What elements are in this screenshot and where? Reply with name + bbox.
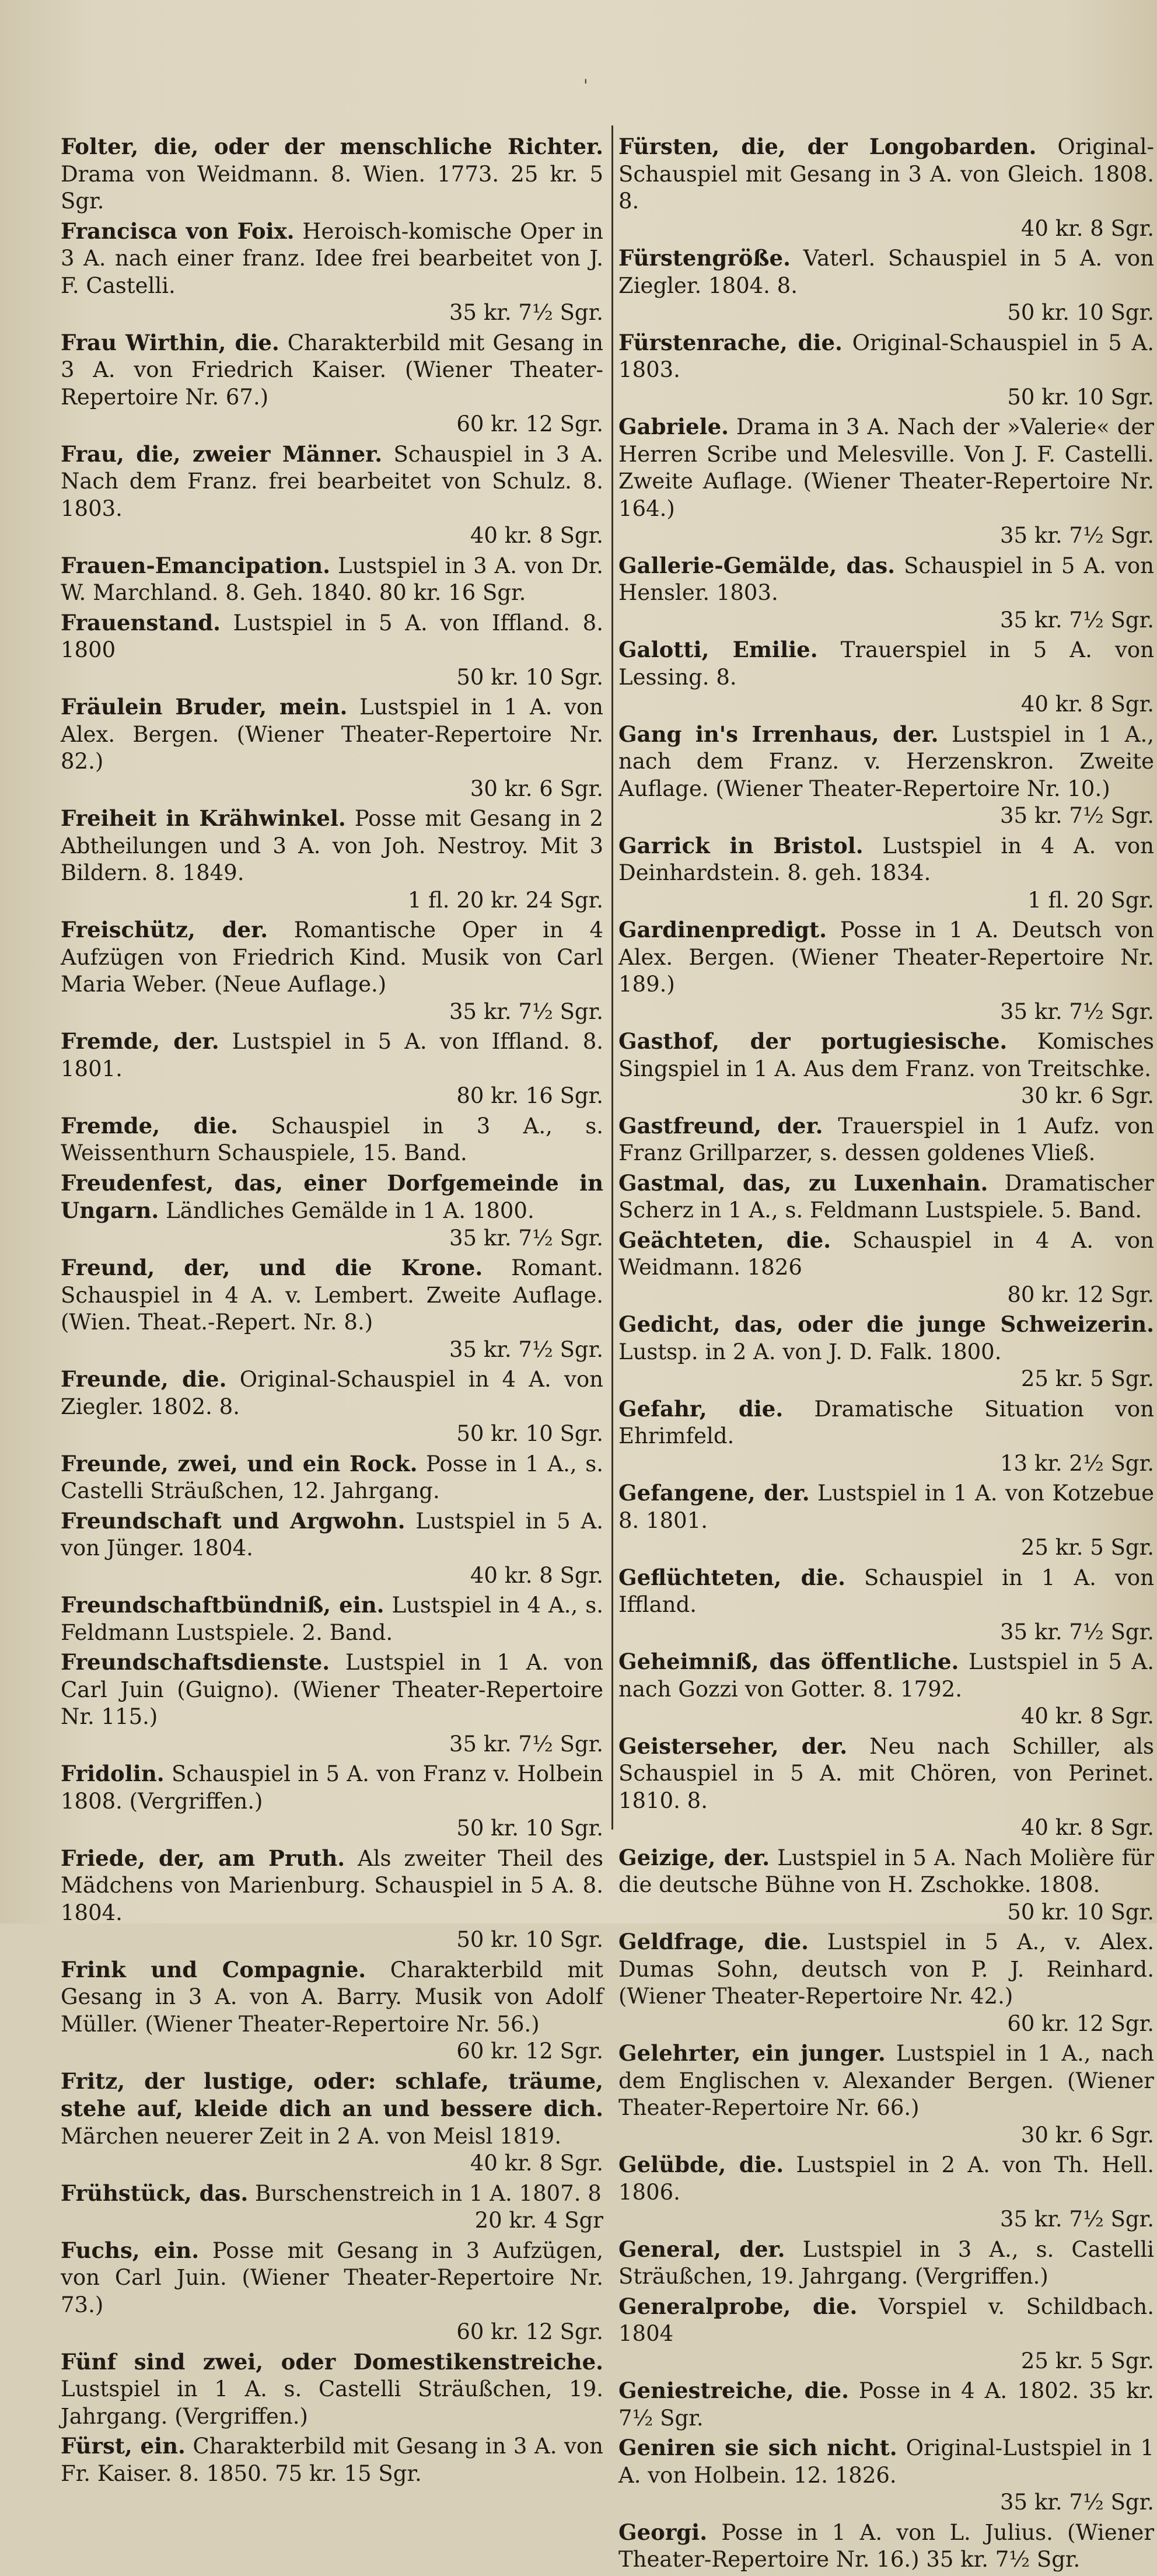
entry-headword: Freischütz, der. bbox=[61, 917, 268, 943]
entry-description: Lustspiel in 5 A. von Iffland. 8. 1800 bbox=[61, 610, 603, 662]
entry-headword: Geisterseher, der. bbox=[618, 1733, 848, 1759]
entry-headword: Gelehrter, ein junger. bbox=[618, 2040, 886, 2066]
entry-price: 80 kr. 16 Sgr. bbox=[456, 1083, 603, 1108]
entry-price: 60 kr. 12 Sgr. bbox=[456, 2039, 603, 2064]
entry-price: 25 kr. 5 Sgr. bbox=[1020, 1535, 1154, 1560]
entry-headword: Fünf sind zwei, oder Domestikenstreiche. bbox=[61, 2348, 603, 2375]
entry-description: Trauerspiel in 5 A. von Lessing. 8. bbox=[618, 637, 1154, 690]
entry-price: 35 kr. 7½ Sgr. bbox=[1000, 2207, 1154, 2232]
entry-price: 25 kr. 5 Sgr. bbox=[1020, 2348, 1154, 2373]
entry-description: Posse in 1 A., s. Castelli Sträußchen, 12. Jahrgang. bbox=[61, 1451, 603, 1503]
entry-headword: Gallerie-Gemälde, das. bbox=[618, 552, 896, 578]
entry-headword: Fremde, der. bbox=[61, 1028, 219, 1054]
catalog-entry bbox=[618, 1648, 1154, 1730]
catalog-entry bbox=[61, 805, 603, 914]
catalog-entry bbox=[618, 1479, 1154, 1562]
entry-headword: Fürst, ein. bbox=[61, 2433, 186, 2459]
entry-headword: Geniestreiche, die. bbox=[618, 2378, 849, 2403]
entry-headword: Frau Wirthin, die. bbox=[61, 329, 279, 355]
entry-price: 35 kr. 7½ Sgr. bbox=[449, 1225, 603, 1251]
catalog-entry bbox=[61, 1450, 603, 1505]
catalog-entry bbox=[61, 441, 603, 550]
entry-description: Lustspiel in 1 A., nach dem Franz. v. Herzenskron. Zweite Auflage. (Wiener Theater-Repertoire Nr. 10.) bbox=[618, 721, 1154, 801]
entry-headword: Frühstück, das. bbox=[61, 2180, 249, 2206]
entry-headword: Gastmal, das, zu Luxenhain. bbox=[618, 1170, 988, 1196]
catalog-entry bbox=[618, 552, 1154, 634]
entry-headword: Geächteten, die. bbox=[618, 1227, 831, 1253]
entry-headword: Gang in's Irrenhaus, der. bbox=[618, 721, 939, 747]
catalog-entry bbox=[61, 916, 603, 1025]
entry-description: Heroisch-komische Oper in 3 A. nach einer franz. Idee frei bearbeitet von J. F. Castelli. bbox=[61, 218, 604, 298]
entry-price: 40 kr. 8 Sgr. bbox=[470, 523, 603, 548]
entry-description: Neu nach Schiller, als Schauspiel in 5 A. mit Chören, von Perinet. 1810. 8. bbox=[618, 1733, 1155, 1813]
entry-price: 40 kr. 8 Sgr. bbox=[1020, 1815, 1154, 1840]
entry-headword: Gedicht, das, oder die junge Schweizerin. bbox=[618, 1311, 1154, 1337]
entry-price: 1 fl. 20 kr. 24 Sgr. bbox=[407, 887, 603, 913]
entry-description: Schauspiel in 5 A. von Franz v. Holbein 1808. (Vergriffen.) bbox=[61, 1761, 604, 1814]
entry-headword: Fürstengröße. bbox=[618, 245, 791, 271]
catalog-entry bbox=[618, 2040, 1154, 2149]
entry-price: 60 kr. 12 Sgr. bbox=[456, 411, 603, 437]
entry-description: Vorspiel v. Schildbach. 1804 bbox=[618, 2294, 1154, 2346]
entry-description: Lustspiel in 3 A., s. Castelli Sträußchen, 19. Jahrgang. (Vergriffen.) bbox=[618, 2236, 1154, 2289]
entry-headword: Garrick in Bristol. bbox=[618, 832, 864, 858]
entry-headword: General, der. bbox=[618, 2236, 785, 2262]
entry-headword: Freudenfest, das, einer Dorfgemeinde in Ungarn. bbox=[61, 1170, 603, 1223]
catalog-entry bbox=[61, 2180, 603, 2235]
entry-description: Schauspiel in 3 A. Nach dem Franz. frei bearbeitet von Schulz. 8. 1803. bbox=[61, 441, 603, 521]
entry-description: Als zweiter Theil des Mädchens von Marienburg. Schauspiel in 5 A. 8. 1804. bbox=[61, 1845, 603, 1925]
entry-description: Posse in 1 A. Deutsch von Alex. Bergen. (Wiener Theater-Repertoire Nr. 189.) bbox=[618, 917, 1154, 997]
entry-description: Lustspiel in 5 A. von Iffland. 8. 1801. bbox=[61, 1029, 603, 1081]
catalog-entry bbox=[61, 133, 603, 215]
catalog-entry bbox=[618, 2236, 1154, 2291]
entry-headword: Galotti, Emilie. bbox=[618, 637, 818, 662]
entry-price: 1 fl. 20 Sgr. bbox=[1027, 887, 1154, 913]
entry-description: Lustspiel in 1 A., nach dem Englischen v. Alexander Bergen. (Wiener Theater-Repertoire Nr. 66.) bbox=[618, 2041, 1154, 2120]
entry-headword: Frauen-Emancipation. bbox=[61, 552, 331, 578]
catalog-entry bbox=[618, 1227, 1154, 1309]
entry-headword: Gabriele. bbox=[618, 414, 729, 439]
entry-description: Vaterl. Schauspiel in 5 A. von Ziegler. 1804. 8. bbox=[618, 246, 1155, 298]
entry-description: Märchen neuerer Zeit in 2 A. von Meisl 1819. bbox=[61, 2123, 562, 2149]
catalog-entry bbox=[61, 609, 603, 692]
catalog-entry bbox=[61, 1956, 603, 2065]
entry-headword: Fremde, die. bbox=[61, 1112, 238, 1139]
entry-description: Lustspiel in 5 A. nach Gozzi von Gotter. 8. 1792. bbox=[618, 1649, 1155, 1702]
entry-description: Lustspiel in 1 A. von Alex. Bergen. (Wiener Theater-Repertoire Nr. 82.) bbox=[61, 694, 604, 774]
entry-price: 35 kr. 7½ Sgr. bbox=[1000, 523, 1154, 548]
catalog-entry bbox=[618, 413, 1154, 550]
catalog-entry bbox=[61, 1366, 603, 1448]
entry-price: 40 kr. 8 Sgr. bbox=[1020, 692, 1154, 717]
entry-description: Burschenstreich in 1 A. 1807. 8 bbox=[255, 2180, 602, 2206]
entry-price: 60 kr. 12 Sgr. bbox=[1007, 2010, 1154, 2036]
catalog-entry bbox=[618, 2519, 1154, 2574]
right-column bbox=[618, 133, 1154, 2576]
entry-price: 20 kr. 4 Sgr bbox=[474, 2208, 603, 2233]
entry-headword: Freund, der, und die Krone. bbox=[61, 1255, 483, 1280]
entry-description: Lustspiel in 5 A., v. Alex. Dumas Sohn, deutsch von P. J. Reinhard. (Wiener Theater-Repertoire Nr. 42.) bbox=[618, 1929, 1154, 2009]
catalog-entry bbox=[618, 1844, 1154, 1926]
entry-headword: Folter, die, oder der menschliche Richter. bbox=[61, 134, 603, 159]
entry-headword: Gefangene, der. bbox=[618, 1480, 810, 1506]
catalog-entry bbox=[61, 1649, 603, 1758]
entry-description: Lustspiel in 4 A. von Deinhardstein. 8. geh. 1834. bbox=[618, 833, 1155, 885]
catalog-entry bbox=[61, 1112, 603, 1167]
entry-price: 35 kr. 7½ Sgr. bbox=[449, 999, 603, 1024]
entry-price: 80 kr. 12 Sgr. bbox=[1007, 1282, 1154, 1307]
catalog-entry bbox=[618, 2377, 1154, 2432]
entry-headword: Geizige, der. bbox=[618, 1844, 770, 1870]
catalog-entry bbox=[618, 1564, 1154, 1646]
entry-description: Lustspiel in 4 A., s. Feldmann Lustspiele. 2. Band. bbox=[61, 1593, 603, 1645]
catalog-entry bbox=[61, 1254, 603, 1363]
entry-price: 40 kr. 8 Sgr. bbox=[470, 1562, 603, 1588]
entry-price: 30 kr. 6 Sgr. bbox=[470, 776, 603, 801]
entry-description: Posse mit Gesang in 3 Aufzügen, von Carl Juin. (Wiener Theater-Repertoire Nr. 73.) bbox=[61, 2238, 603, 2317]
entry-price: 35 kr. 7½ Sgr. bbox=[449, 1731, 603, 1757]
entry-description: Schauspiel in 3 A., s. Weissenthurn Schauspiele, 15. Band. bbox=[61, 1113, 604, 1165]
entry-price: 35 kr. 7½ Sgr. bbox=[1000, 2490, 1154, 2515]
entry-description: Posse in 1 A. von L. Julius. (Wiener Theater-Repertoire Nr. 16.) 35 kr. 7½ Sgr. bbox=[618, 2519, 1155, 2572]
catalog-entry bbox=[618, 1170, 1154, 1224]
entry-price: 13 kr. 2½ Sgr. bbox=[1000, 1450, 1154, 1476]
entry-description: Schauspiel in 4 A. von Weidmann. 1826 bbox=[618, 1227, 1154, 1280]
entry-headword: Generalprobe, die. bbox=[618, 2293, 858, 2319]
entry-headword: Georgi. bbox=[618, 2519, 708, 2545]
catalog-entry bbox=[618, 2293, 1154, 2375]
entry-description: Original-Lustspiel in 1 A. von Holbein. 12. 1826. bbox=[618, 2435, 1154, 2488]
catalog-entry bbox=[618, 1733, 1154, 1842]
entry-description: Lustspiel in 5 A. von Jünger. 1804. bbox=[61, 1508, 603, 1561]
entry-headword: Geldfrage, die. bbox=[618, 1929, 809, 1954]
entry-price: 35 kr. 7½ Sgr. bbox=[1000, 607, 1154, 633]
entry-description: Charakterbild mit Gesang in 3 A. von A. Barry. Musik von Adolf Müller. (Wiener Theater-Repertoire Nr. 56.) bbox=[61, 1957, 603, 2037]
entry-description: Romant. Schauspiel in 4 A. v. Lembert. Zweite Auflage. (Wien. Theat.-Repert. Nr. 8.) bbox=[61, 1255, 603, 1335]
entry-price: 50 kr. 10 Sgr. bbox=[1007, 384, 1154, 410]
entry-headword: Geniren sie sich nicht. bbox=[618, 2435, 897, 2460]
entry-price: 40 kr. 8 Sgr. bbox=[1020, 1704, 1154, 1729]
catalog-entry bbox=[61, 552, 603, 607]
catalog-entry bbox=[61, 1170, 603, 1252]
entry-price: 35 kr. 7½ Sgr. bbox=[449, 300, 603, 325]
entry-headword: Fürsten, die, der Longobarden. bbox=[618, 134, 1037, 159]
entry-description: Schauspiel in 5 A. von Hensler. 1803. bbox=[618, 553, 1154, 605]
entry-price: 35 kr. 7½ Sgr. bbox=[449, 1336, 603, 1362]
entry-description: Lustspiel in 2 A. von Th. Hell. 1806. bbox=[618, 2152, 1154, 2205]
entry-headword: Freunde, die. bbox=[61, 1366, 227, 1392]
catalog-entry bbox=[618, 329, 1154, 411]
entry-price: 35 kr. 7½ Sgr. bbox=[1000, 1619, 1154, 1645]
catalog-entry bbox=[618, 133, 1154, 242]
catalog-entry bbox=[618, 1028, 1154, 1110]
entry-headword: Friede, der, am Pruth. bbox=[61, 1845, 345, 1871]
catalog-entry bbox=[618, 2434, 1154, 2516]
entry-headword: Gelübde, die. bbox=[618, 2152, 784, 2177]
entry-price: 35 kr. 7½ Sgr. bbox=[1000, 803, 1154, 828]
entry-description: Komisches Singspiel in 1 A. Aus dem Franz. von Treitschke. bbox=[618, 1029, 1154, 1081]
entry-price: 50 kr. 10 Sgr. bbox=[456, 1816, 603, 1841]
entry-description: Original-Schauspiel in 4 A. von Ziegler. 1802. 8. bbox=[61, 1367, 604, 1419]
entry-headword: Freundschaft und Argwohn. bbox=[61, 1507, 406, 1534]
catalog-entry bbox=[618, 1311, 1154, 1393]
column-divider bbox=[611, 125, 613, 1830]
catalog-entry bbox=[61, 329, 603, 438]
catalog-entry bbox=[618, 832, 1154, 914]
entry-price: 50 kr. 10 Sgr. bbox=[456, 1927, 603, 1952]
entry-price: 25 kr. 5 Sgr. bbox=[1020, 1366, 1154, 1391]
entry-price: 40 kr. 8 Sgr. bbox=[470, 2151, 603, 2176]
entry-description: Drama in 3 A. Nach der »Valerie« der Herren Scribe und Melesville. Von J. F. Castelli. Zweite Auflage. (Wiener Theater-Repertoire Nr. 164.) bbox=[618, 414, 1154, 521]
entry-price: 30 kr. 6 Sgr. bbox=[1020, 1083, 1154, 1108]
entry-description: Lustspiel in 1 A. von Kotzebue 8. 1801. bbox=[618, 1481, 1154, 1533]
catalog-entry bbox=[61, 2237, 603, 2346]
entry-price: 60 kr. 12 Sgr. bbox=[456, 2319, 603, 2344]
entry-description: Romantische Oper in 4 Aufzügen von Friedrich Kind. Musik von Carl Maria Weber. (Neue Auflage.) bbox=[61, 917, 603, 997]
entry-description: Posse in 4 A. 1802. 35 kr. 7½ Sgr. bbox=[618, 2378, 1154, 2431]
entry-price: 50 kr. 10 Sgr. bbox=[456, 1421, 603, 1446]
entry-headword: Gardinenpredigt. bbox=[618, 917, 827, 943]
entry-headword: Freunde, zwei, und ein Rock. bbox=[61, 1450, 418, 1477]
entry-price: 35 kr. 7½ Sgr. bbox=[1000, 999, 1154, 1024]
entry-headword: Freundschaftbündniß, ein. bbox=[61, 1592, 384, 1618]
catalog-entry bbox=[61, 1760, 603, 1842]
catalog-entry bbox=[61, 218, 603, 327]
catalog-entry bbox=[618, 1395, 1154, 1478]
entry-description: Dramatische Situation von Ehrimfeld. bbox=[618, 1396, 1155, 1448]
entry-headword: Gasthof, der portugiesische. bbox=[618, 1028, 1008, 1054]
entry-description: Original-Schauspiel mit Gesang in 3 A. von Gleich. 1808. 8. bbox=[618, 134, 1154, 214]
entry-description: Dramatischer Scherz in 1 A., s. Feldmann Lustspiele. 5. Band. bbox=[618, 1170, 1154, 1223]
entry-headword: Geheimniß, das öffentliche. bbox=[618, 1649, 959, 1674]
catalog-entry bbox=[61, 1507, 603, 1590]
entry-price: 50 kr. 10 Sgr. bbox=[456, 664, 603, 690]
entry-price: 50 kr. 10 Sgr. bbox=[1007, 300, 1154, 325]
entry-description: Drama von Weidmann. 8. Wien. 1773. 25 kr. 5 Sgr. bbox=[61, 161, 603, 214]
catalog-entry bbox=[618, 636, 1154, 718]
entry-description: Posse mit Gesang in 2 Abtheilungen und 3 A. von Joh. Nestroy. Mit 3 Bildern. 8. 1849. bbox=[61, 806, 603, 885]
entry-description: Lustspiel in 1 A. s. Castelli Sträußchen, 19. Jahrgang. (Vergriffen.) bbox=[61, 2376, 603, 2429]
catalog-entry bbox=[618, 245, 1154, 327]
entry-description: Lustspiel in 1 A. von Carl Juin (Guigno). (Wiener Theater-Repertoire Nr. 115.) bbox=[61, 1650, 604, 1729]
catalog-entry bbox=[618, 916, 1154, 1025]
entry-description: Lustspiel in 3 A. von Dr. W. Marchland. 8. Geh. 1840. 80 kr. 16 Sgr. bbox=[61, 553, 603, 605]
entry-headword: Fräulein Bruder, mein. bbox=[61, 694, 348, 720]
entry-headword: Geflüchteten, die. bbox=[618, 1564, 845, 1590]
page-mark: ' bbox=[583, 76, 588, 95]
entry-description: Trauerspiel in 1 Aufz. von Franz Grillparzer, s. dessen goldenes Vließ. bbox=[618, 1113, 1154, 1165]
catalog-entry bbox=[618, 1928, 1154, 2037]
entry-description: Lustsp. in 2 A. von J. D. Falk. 1800. bbox=[618, 1339, 1002, 1364]
entry-headword: Fuchs, ein. bbox=[61, 2237, 200, 2263]
entry-headword: Freundschaftsdienste. bbox=[61, 1649, 330, 1675]
entry-price: 40 kr. 8 Sgr. bbox=[1020, 215, 1154, 241]
catalog-entry bbox=[618, 721, 1154, 830]
entry-headword: Fritz, der lustige, oder: schlafe, träume, stehe auf, kleide dich an und bessere dich. bbox=[61, 2068, 603, 2121]
entry-headword: Freiheit in Krähwinkel. bbox=[61, 805, 346, 831]
entry-headword: Gastfreund, der. bbox=[618, 1112, 823, 1139]
catalog-entry bbox=[61, 1845, 603, 1954]
entry-description: Charakterbild mit Gesang in 3 A. von Friedrich Kaiser. (Wiener Theater-Repertoire Nr. 67.) bbox=[61, 330, 603, 410]
entry-headword: Francisca von Foix. bbox=[61, 218, 295, 244]
entry-price: 50 kr. 10 Sgr. bbox=[1007, 1899, 1154, 1925]
entry-description: Schauspiel in 1 A. von Iffland. bbox=[618, 1565, 1155, 1617]
catalog-entry bbox=[61, 2348, 603, 2431]
catalog-entry bbox=[61, 1591, 603, 1646]
entry-headword: Frau, die, zweier Männer. bbox=[61, 441, 383, 467]
left-column bbox=[61, 133, 603, 2490]
entry-description: Lustspiel in 5 A. Nach Molière für die deutsche Bühne von H. Zschokke. 1808. bbox=[618, 1845, 1155, 1897]
catalog-entry bbox=[618, 2151, 1154, 2233]
catalog-entry bbox=[61, 2432, 603, 2487]
catalog-entry bbox=[61, 693, 603, 802]
catalog-entry bbox=[61, 2068, 603, 2177]
entry-headword: Frink und Compagnie. bbox=[61, 1956, 366, 1982]
entry-price: 30 kr. 6 Sgr. bbox=[1020, 2122, 1154, 2148]
entry-headword: Fridolin. bbox=[61, 1761, 165, 1786]
entry-description: Ländliches Gemälde in 1 A. 1800. bbox=[166, 1198, 534, 1223]
entry-headword: Gefahr, die. bbox=[618, 1395, 784, 1422]
catalog-entry bbox=[61, 1028, 603, 1110]
entry-headword: Frauenstand. bbox=[61, 609, 221, 636]
entry-description: Charakterbild mit Gesang in 3 A. von Fr. Kaiser. 8. 1850. 75 kr. 15 Sgr. bbox=[61, 2434, 603, 2486]
entry-headword: Fürstenrache, die. bbox=[618, 329, 843, 355]
catalog-entry bbox=[618, 1112, 1154, 1167]
entry-description: Original-Schauspiel in 5 A. 1803. bbox=[618, 330, 1154, 382]
